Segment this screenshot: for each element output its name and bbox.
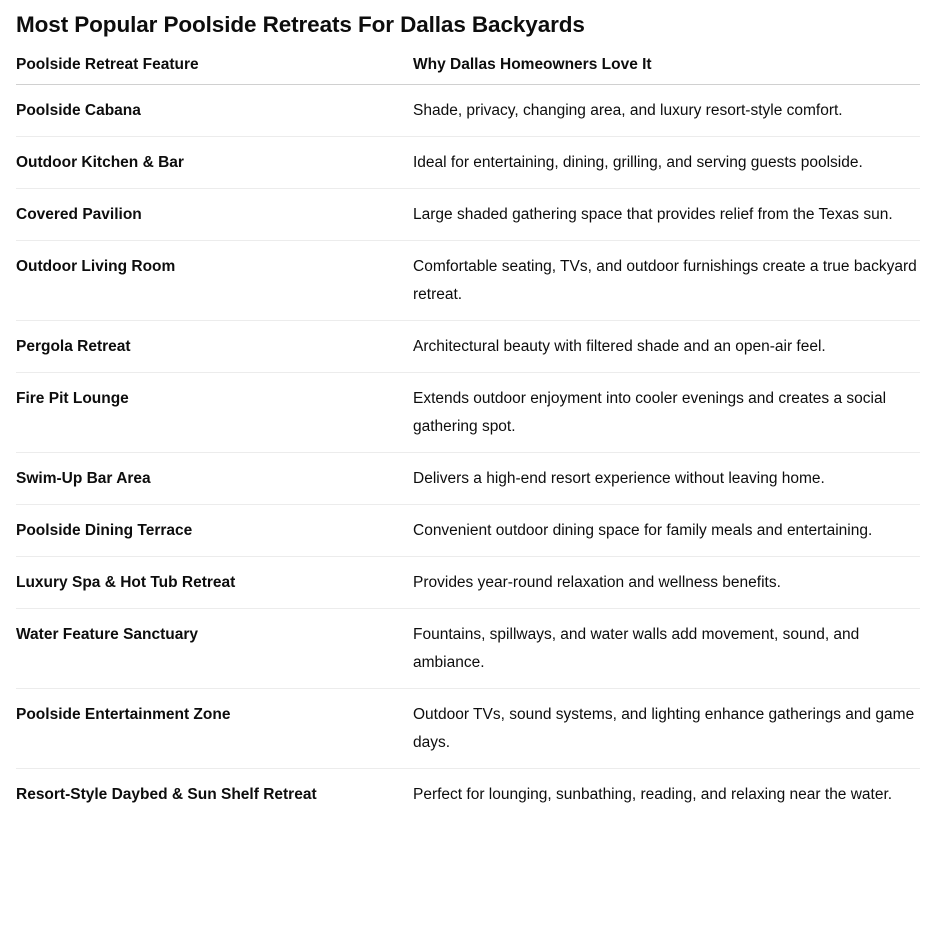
reason-cell: Shade, privacy, changing area, and luxury resort-style comfort. — [413, 85, 920, 137]
table-body — [16, 85, 920, 821]
column-header-feature: Poolside Retreat Feature — [16, 51, 413, 85]
feature-cell: Outdoor Living Room — [16, 241, 413, 321]
column-header-reason: Why Dallas Homeowners Love It — [413, 51, 920, 85]
reason-cell: Delivers a high-end resort experience without leaving home. — [413, 453, 920, 505]
reason-cell: Architectural beauty with filtered shade and an open-air feel. — [413, 321, 920, 373]
table-row — [16, 769, 920, 821]
table-header-row — [16, 51, 920, 85]
retreats-table — [16, 51, 920, 820]
page-title: Most Popular Poolside Retreats For Dallas Backyards — [16, 12, 585, 37]
table-row — [16, 137, 920, 189]
feature-cell: Outdoor Kitchen & Bar — [16, 137, 413, 189]
reason-cell: Fountains, spillways, and water walls add movement, sound, and ambiance. — [413, 609, 920, 689]
reason-cell: Comfortable seating, TVs, and outdoor furnishings create a true backyard retreat. — [413, 241, 920, 321]
reason-cell: Provides year-round relaxation and wellness benefits. — [413, 557, 920, 609]
table-row — [16, 453, 920, 505]
feature-cell: Fire Pit Lounge — [16, 373, 413, 453]
feature-cell: Swim-Up Bar Area — [16, 453, 413, 505]
reason-cell: Outdoor TVs, sound systems, and lighting enhance gatherings and game days. — [413, 689, 920, 769]
reason-cell: Perfect for lounging, sunbathing, reading, and relaxing near the water. — [413, 786, 893, 803]
feature-cell: Covered Pavilion — [16, 189, 413, 241]
reason-cell: Extends outdoor enjoyment into cooler evenings and creates a social gathering spot. — [413, 373, 920, 453]
feature-cell: Water Feature Sanctuary — [16, 609, 413, 689]
reason-cell: Ideal for entertaining, dining, grilling, and serving guests poolside. — [413, 137, 920, 189]
feature-cell: Luxury Spa & Hot Tub Retreat — [16, 557, 413, 609]
feature-cell: Poolside Cabana — [16, 85, 413, 137]
table-row — [16, 557, 920, 609]
table-row — [16, 189, 920, 241]
table-row — [16, 321, 920, 373]
table-header — [16, 51, 920, 85]
feature-cell: Poolside Entertainment Zone — [16, 689, 413, 769]
reason-cell: Large shaded gathering space that provides relief from the Texas sun. — [413, 189, 920, 241]
reason-cell: Convenient outdoor dining space for family meals and entertaining. — [413, 505, 920, 557]
feature-cell: Pergola Retreat — [16, 321, 413, 373]
feature-cell: Poolside Dining Terrace — [16, 505, 413, 557]
table-row — [16, 505, 920, 557]
table-row — [16, 241, 920, 321]
table-row — [16, 85, 920, 137]
table-row — [16, 373, 920, 453]
feature-cell: Resort-Style Daybed & Sun Shelf Retreat — [16, 786, 317, 803]
table-row — [16, 689, 920, 769]
table-row — [16, 609, 920, 689]
